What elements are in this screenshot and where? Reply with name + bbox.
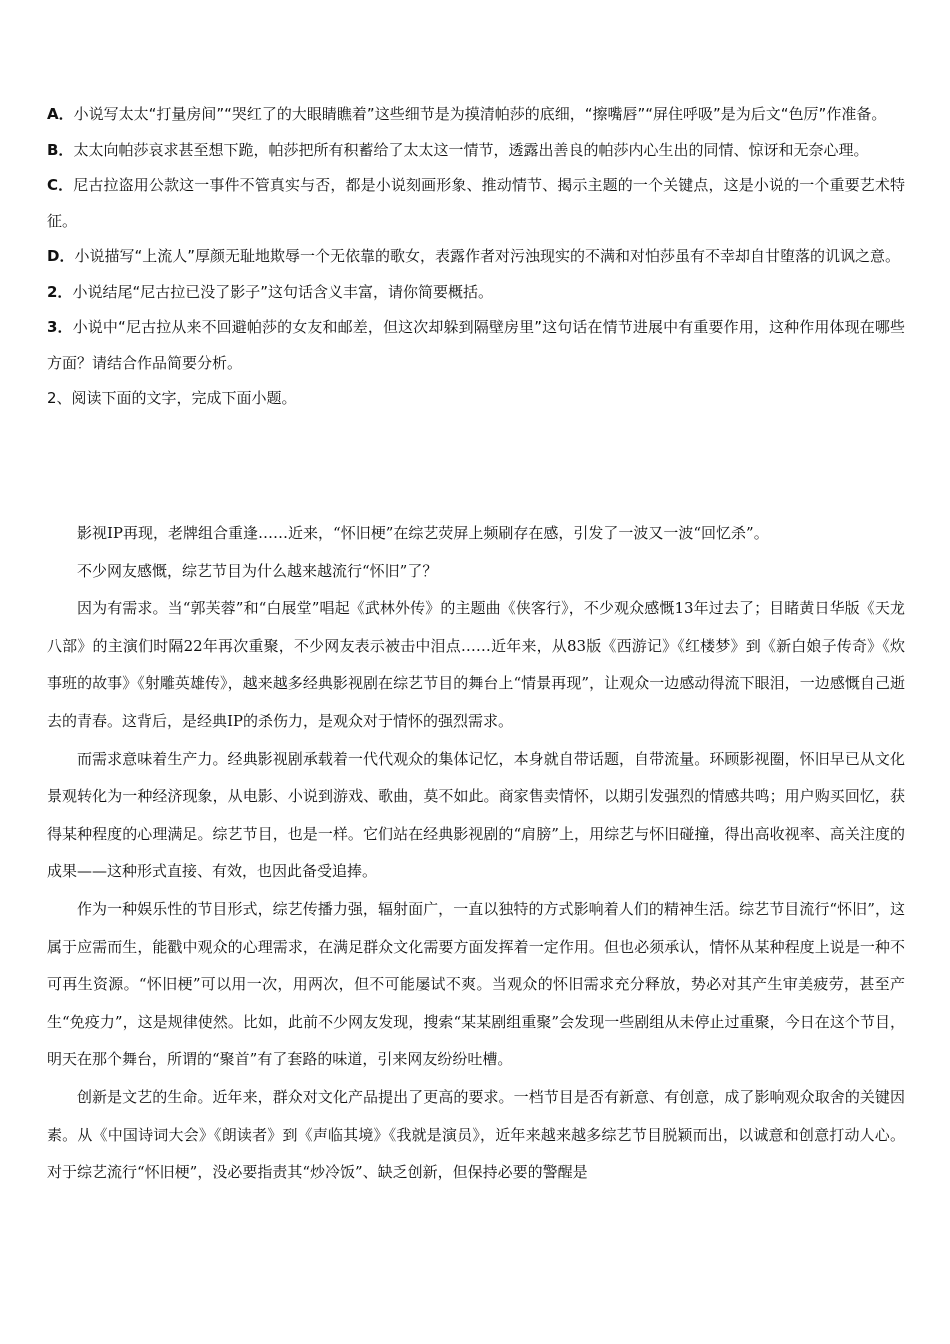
option-d	[47, 239, 905, 275]
option-a-text: 小说写太太“打量房间”“哭红了的大眼睛瞧着”这些细节是为摸清帕莎的底细，“擦嘴唇”“屏住呼吸”是为后文“色厉”作准备。	[73, 105, 887, 123]
passage-paragraph-4: 而需求意味着生产力。经典影视剧承载着一代代观众的集体记忆，本身就自带话题，自带流量。环顾影视圈，怀旧早已从文化景观转化为一种经济现象，从电影、小说到游戏、歌曲，莫不如此。商家售卖情怀，以期引发强烈的情感共鸣；用户购买回忆，获得某种程度的心理满足。综艺节目，也是一样。它们站在经典影视剧的“肩膀”上，用综艺与怀旧碰撞，得出高收视率、高关注度的成果——这种形式直接、有效，也因此备受追捧。	[47, 749, 905, 881]
option-a-label: A．	[47, 105, 74, 123]
passage-paragraph-6: 创新是文艺的生命。近年来，群众对文化产品提出了更高的要求。一档节目是否有新意、有创意，成了影响观众取舍的关键因素。从《中国诗词大会》《朗读者》到《声临其境》《我就是演员》，近年来越来越多综艺节目脱颖而出，以诚意和创意打动人心。对于综艺流行“怀旧梗”，没必要指责其“炒冷饭”、缺乏创新，但保持必要的警醒是	[47, 1087, 905, 1182]
option-b	[47, 133, 905, 169]
option-b-label: B．	[47, 140, 74, 159]
passage-paragraph-5: 作为一种娱乐性的节目形式，综艺传播力强，辐射面广，一直以独特的方式影响着人们的精神生活。综艺节目流行“怀旧”，这属于应需而生，能戳中观众的心理需求，在满足群众文化需要方面发挥着一定作用。但也必须承认，情怀从某种程度上说是一种不可再生资源。“怀旧梗”可以用一次，用两次，但不可能屡试不爽。当观众的怀旧需求充分释放，势必对其产生审美疲劳，甚至产生“免疫力”，这是规律使然。比如，此前不少网友发现，搜索“某某剧组重聚”会发现一些剧组从未停止过重聚，今日在这个节目，明天在那个舞台，所谓的“聚首”有了套路的味道，引来网友纷纷吐槽。	[47, 899, 905, 1069]
question-2-text: 小说结尾“尼古拉已没了影子”这句话含义丰富，请你简要概括。	[72, 282, 493, 301]
passage-paragraph-2: 不少网友感慨，综艺节目为什么越来越流行“怀旧”了？	[77, 561, 438, 580]
question-3	[47, 310, 905, 381]
question-3-text: 小说中“尼古拉从来不回避帕莎的女友和邮差，但这次却躲到隔壁房里”这句话在情节进展中有重要作用，这种作用体现在哪些方面？请结合作品简要分析。	[47, 318, 905, 372]
question-2	[47, 275, 905, 311]
question-block	[47, 97, 905, 417]
option-d-text: 小说描写“上流人”厚颜无耻地欺辱一个无依靠的歌女，表露作者对污浊现实的不满和对怕莎虽有不幸却自甘堕落的讥讽之意。	[74, 247, 901, 265]
option-c	[47, 168, 905, 239]
passage-paragraph-1: 影视IP再现，老牌组合重逢……近来，“怀旧梗”在综艺荧屏上频刷存在感，引发了一波又一波“回忆杀”。	[77, 524, 769, 542]
option-b-text: 太太向帕莎哀求甚至想下跪，帕莎把所有积蓄给了太太这一情节，透露出善良的帕莎内心生出的同情、惊讶和无奈心理。	[73, 140, 869, 159]
option-a	[47, 97, 905, 133]
section-heading: 2、阅读下面的文字，完成下面小题。	[47, 389, 297, 407]
question-2-label: 2．	[47, 282, 73, 301]
option-d-label: D．	[47, 247, 75, 265]
option-c-text: 尼古拉盗用公款这一事件不管真实与否，都是小说刻画形象、推动情节、揭示主题的一个关键点，这是小说的一个重要艺术特征。	[47, 176, 905, 230]
passage-paragraph-3: 因为有需求。当“郭芙蓉”和“白展堂”唱起《武林外传》的主题曲《侠客行》，不少观众感慨13年过去了；目睹黄日华版《天龙八部》的主演们时隔22年再次重聚，不少网友表示被击中泪点……近年来，从83版《西游记》《红楼梦》到《新白娘子传奇》《炊事班的故事》《射雕英雄传》，越来越多经典影视剧在综艺节目的舞台上“情景再现”，让观众一边感动得流下眼泪，一边感慨自己逝去的青春。这背后，是经典IP的杀伤力，是观众对于情怀的强烈需求。	[47, 599, 905, 730]
option-c-label: C．	[47, 176, 74, 194]
question-3-label: 3．	[47, 318, 73, 336]
reading-passage	[47, 515, 905, 1192]
